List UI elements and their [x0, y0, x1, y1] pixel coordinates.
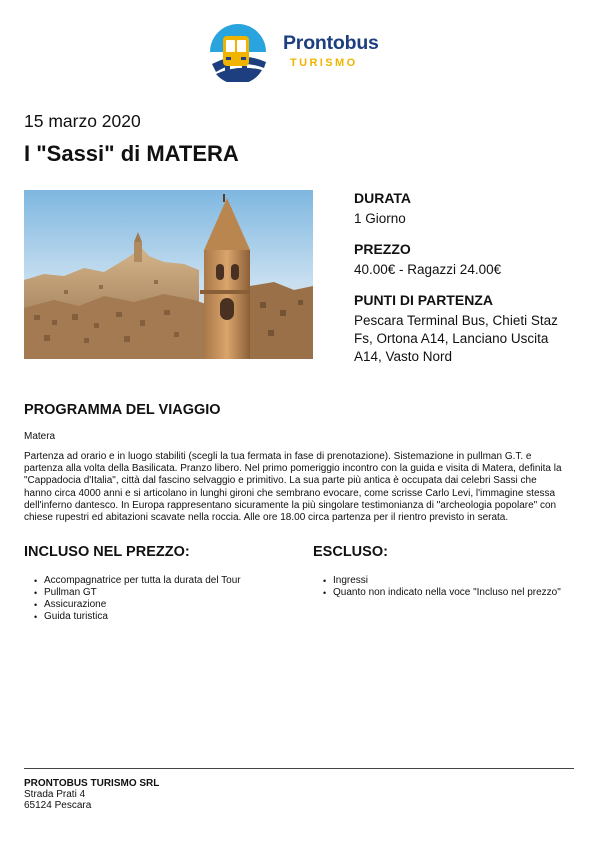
matera-photo: [24, 190, 313, 359]
company-city: 65124 Pescara: [24, 800, 92, 811]
departure-block: [354, 291, 579, 366]
bus-logo-icon: [208, 22, 272, 82]
footer-divider: [24, 768, 574, 769]
duration-block: [354, 189, 579, 228]
list-item: • Quanto non indicato nella voce "Incluso nel prezzo": [323, 587, 583, 599]
price-block: [354, 240, 579, 279]
program-description: Partenza ad orario e in luogo stabiliti (scegli la tua fermata in fase di prenotazione). Sistemazione in pullman G.T. e partenza alla volta della Basilicata. Pranzo libero. Nel primo pomeriggio incontro con la guida e visita di Matera, definita la "Cappadocia d'Italia", città dal fascino selvaggio e primitivo. La sua parte più antica è occupata dai celebri Sassi che hanno circa 4000 anni e si articolano in lunghi gironi che sembrano evocare, come scrisse Carlo Levi, l'immagine stessa dell'inferno dantesco. In Europa rappresentano sicuramente la più singolare testimonianza di "archeologia popolare" con chiese rupestri ed abitazioni scavate nella roccia. Alle ore 18.00 circa partenza per il rientro previsto in serata.: [24, 451, 562, 524]
trip-info: [354, 189, 579, 378]
program-place: Matera: [24, 431, 56, 442]
price-label: PREZZO: [354, 241, 411, 257]
brand-logo: [208, 22, 398, 82]
included-list: [34, 575, 294, 623]
excluded-heading: ESCLUSO:: [313, 544, 388, 560]
list-item: • Ingressi: [323, 575, 583, 587]
trip-date: 15 marzo 2020: [24, 111, 141, 131]
brand-subtitle: TURISMO: [290, 57, 358, 69]
trip-title: I "Sassi" di MATERA: [24, 141, 239, 166]
departure-label: PUNTI DI PARTENZA: [354, 292, 493, 308]
program-heading: PROGRAMMA DEL VIAGGIO: [24, 402, 221, 418]
company-street: Strada Prati 4: [24, 789, 86, 800]
list-item: • Accompagnatrice per tutta la durata del Tour: [34, 575, 294, 587]
company-name: PRONTOBUS TURISMO SRL: [24, 778, 160, 789]
duration-value: 1 Giorno: [354, 211, 406, 226]
departure-value: Pescara Terminal Bus, Chieti Staz Fs, Ortona A14, Lanciano Uscita A14, Vasto Nord: [354, 313, 558, 364]
excluded-list: [323, 575, 583, 599]
company-address: [24, 778, 159, 811]
included-heading: INCLUSO NEL PREZZO:: [24, 544, 190, 560]
duration-label: DURATA: [354, 190, 412, 206]
list-item: • Assicurazione: [34, 599, 294, 611]
list-item: • Pullman GT: [34, 587, 294, 599]
price-value: 40.00€ - Ragazzi 24.00€: [354, 262, 502, 277]
brand-name: Prontobus: [283, 32, 379, 54]
list-item: • Guida turistica: [34, 611, 294, 623]
